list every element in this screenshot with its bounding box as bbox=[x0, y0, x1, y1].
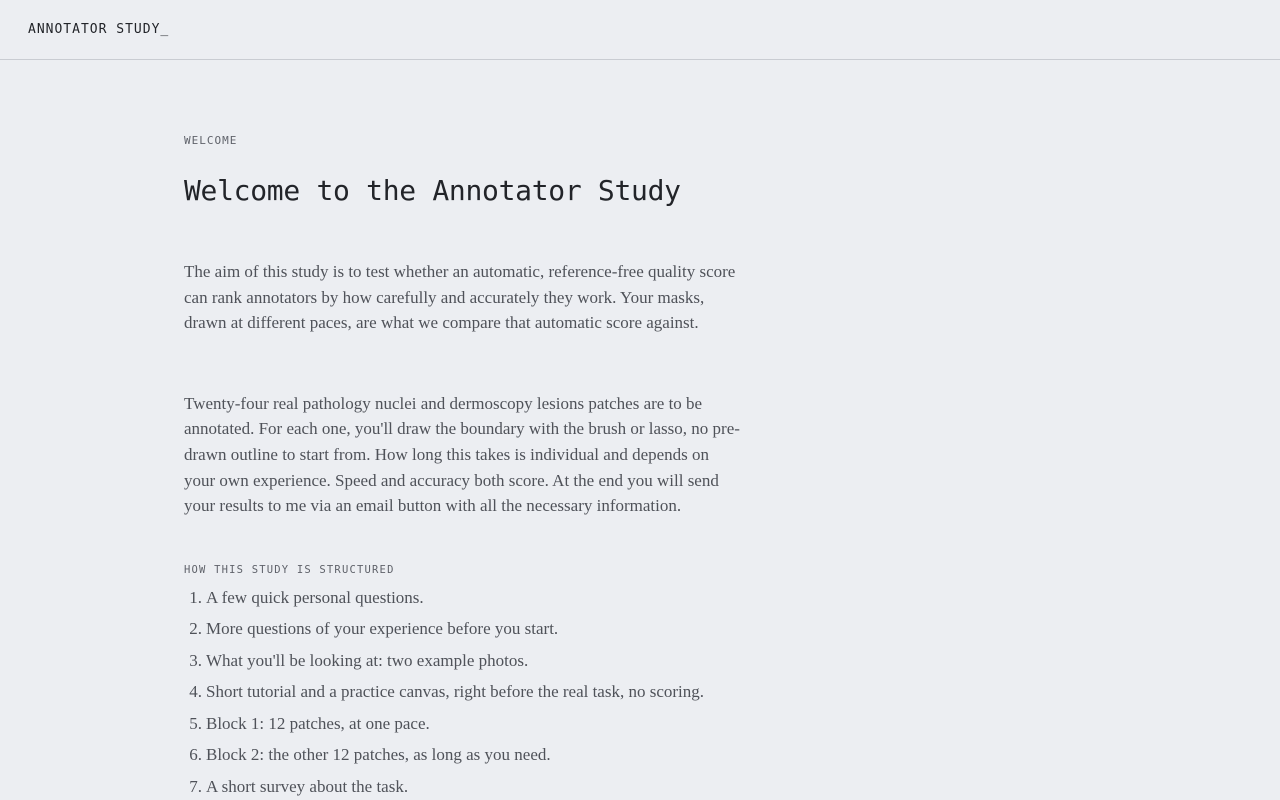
list-item bbox=[184, 745, 744, 777]
top-bar bbox=[0, 0, 1280, 60]
step-text: Block 2: the other 12 patches, as long as you need. bbox=[206, 745, 551, 765]
step-number: 5. bbox=[189, 713, 202, 733]
step-number: 3. bbox=[189, 650, 202, 670]
structure-heading: HOW THIS STUDY IS STRUCTURED bbox=[184, 563, 395, 576]
list-item bbox=[184, 588, 744, 620]
step-text: Short tutorial and a practice canvas, right before the real task, no scoring. bbox=[206, 682, 705, 702]
step-text: What you'll be looking at: two example photos. bbox=[206, 650, 529, 670]
list-item bbox=[184, 682, 744, 714]
structure-steps-list bbox=[184, 588, 744, 800]
step-number: 1. bbox=[189, 587, 202, 607]
step-text: Block 1: 12 patches, at one pace. bbox=[206, 713, 430, 733]
step-number: 7. bbox=[189, 776, 202, 796]
list-item bbox=[184, 714, 744, 746]
welcome-content bbox=[184, 60, 744, 800]
step-text: More questions of your experience before you start. bbox=[206, 619, 559, 639]
step-text: A few quick personal questions. bbox=[206, 587, 424, 607]
step-number: 4. bbox=[189, 682, 202, 702]
list-item bbox=[184, 619, 744, 651]
list-item bbox=[184, 651, 744, 683]
step-text: A short survey about the task. bbox=[206, 776, 409, 796]
intro-paragraph-task: Twenty-four real pathology nuclei and dermoscopy lesions patches are to be annotated. For each one, you'll draw the boundary with the brush or lasso, no pre-drawn outline to start from. How long this takes is individual and depends on your own experience. Speed and accuracy both score. At the end you will send your results to me via an email button with all the necessary information. bbox=[184, 393, 740, 516]
intro-paragraph-aim: The aim of this study is to test whether an automatic, reference-free quality score can rank annotators by how carefully and accurately they work. Your masks, drawn at different paces, are what we compare that automatic score against. bbox=[184, 262, 736, 333]
section-eyebrow: WELCOME bbox=[184, 134, 238, 147]
page-title: Welcome to the Annotator Study bbox=[184, 174, 681, 207]
list-item bbox=[184, 777, 744, 800]
app-brand: ANNOTATOR STUDY_ bbox=[28, 22, 170, 37]
step-number: 2. bbox=[189, 619, 202, 639]
step-number: 6. bbox=[189, 745, 202, 765]
